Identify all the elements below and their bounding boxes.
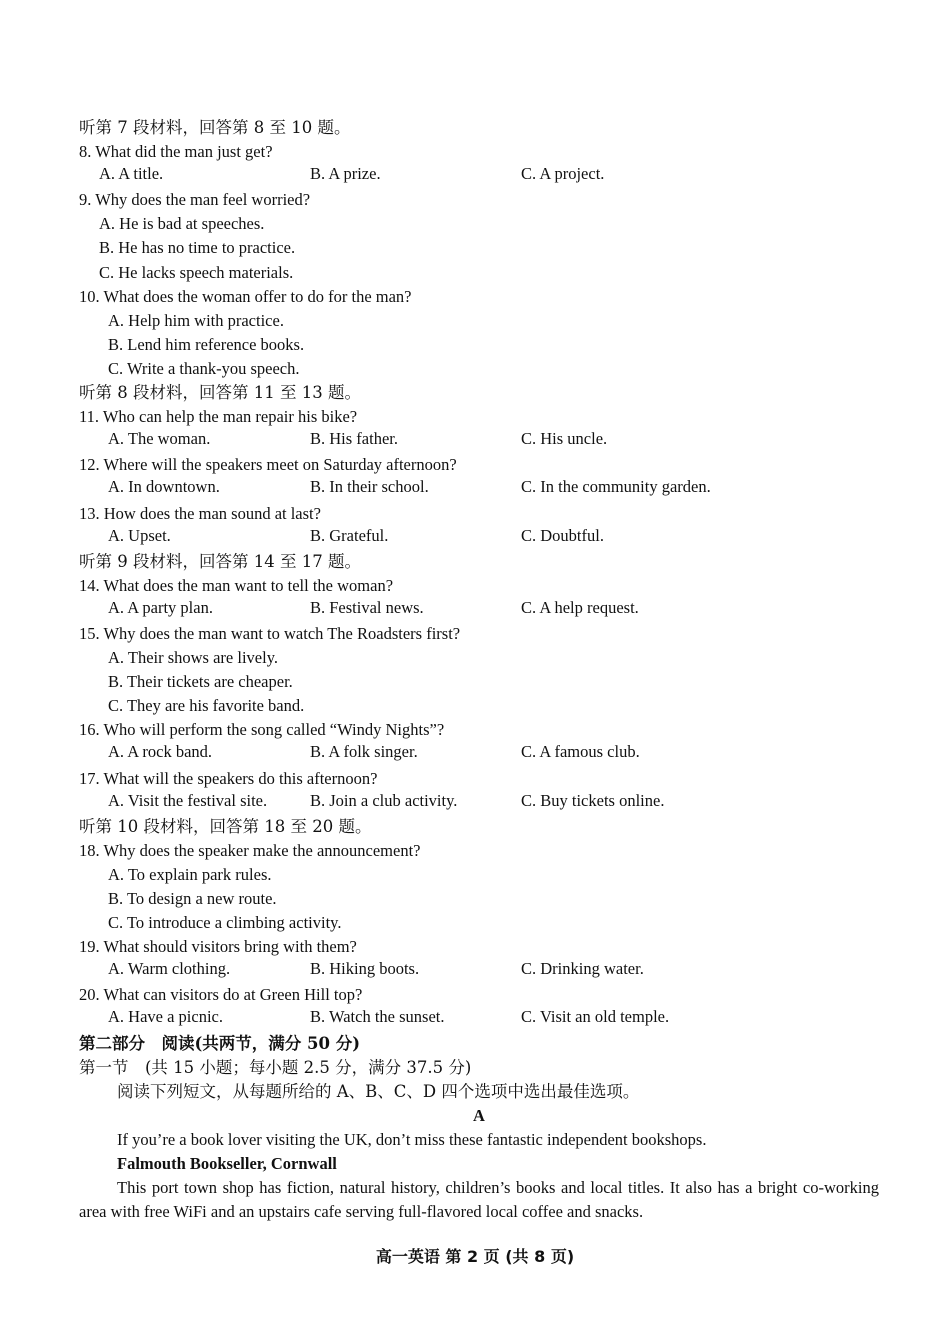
question-options — [79, 477, 879, 501]
option-c: C. He lacks speech materials. — [99, 262, 294, 282]
option-c: C. A help request. — [521, 597, 639, 617]
section-header: 听第 10 段材料，回答第 18 至 20 题。 — [79, 816, 372, 836]
option-c: C. Buy tickets online. — [521, 790, 665, 810]
option-b: B. In their school. — [310, 477, 429, 497]
option-b: B. Hiking boots. — [310, 959, 420, 979]
option-a: A. He is bad at speeches. — [99, 214, 265, 234]
question-options — [79, 742, 879, 766]
option-a: A. To explain park rules. — [108, 864, 272, 884]
option-b: B. A prize. — [310, 164, 381, 184]
option-b: B. Watch the sunset. — [310, 1007, 445, 1027]
question-stem: 18. Why does the speaker make the announcement? — [79, 840, 421, 860]
option-c: C. His uncle. — [521, 429, 608, 449]
option-a: A. Visit the festival site. — [108, 790, 268, 810]
option-c: C. A famous club. — [521, 742, 640, 762]
question-options — [79, 526, 879, 550]
option-c: C. Visit an old temple. — [521, 1007, 670, 1027]
option-c: C. Doubtful. — [521, 525, 604, 545]
option-a: A. Warm clothing. — [108, 959, 231, 979]
question-options — [79, 598, 879, 622]
option-b: B. Lend him reference books. — [108, 334, 305, 354]
question-stem: 15. Why does the man want to watch The Roadsters first? — [79, 623, 461, 643]
option-b: B. Festival news. — [310, 597, 424, 617]
question-stem: 16. Who will perform the song called “Windy Nights”? — [79, 720, 445, 740]
question-stem: 14. What does the man want to tell the woman? — [79, 575, 394, 595]
question-stem: 8. What did the man just get? — [79, 142, 273, 162]
option-b: B. Join a club activity. — [310, 790, 458, 810]
option-a: A. A party plan. — [108, 597, 213, 617]
shop-description: This port town shop has fiction, natural history, children’s books and local titles. It also has a bright co-working area with free WiFi and an upstairs cafe serving full-flavored local coffee and snacks. — [79, 1178, 879, 1222]
option-b: B. A folk singer. — [310, 742, 418, 762]
question-options — [79, 791, 879, 815]
option-a: A. A rock band. — [108, 742, 213, 762]
instructions: 阅读下列短文，从每题所给的 A、B、C、D 四个选项中选出最佳选项。 — [117, 1081, 640, 1101]
option-c: C. Write a thank-you speech. — [108, 358, 300, 378]
subsection-heading: 第一节 (共 15 小题；每小题 2.5 分，满分 37.5 分) — [79, 1057, 472, 1077]
question-stem: 9. Why does the man feel worried? — [79, 190, 311, 210]
option-a: A. A title. — [99, 164, 164, 184]
exam-page — [79, 116, 879, 1224]
option-c: C. Drinking water. — [521, 959, 644, 979]
question-options — [79, 164, 879, 188]
passage-letter: A — [473, 1105, 485, 1125]
option-a: A. Help him with practice. — [108, 310, 284, 330]
question-stem: 19. What should visitors bring with them? — [79, 937, 357, 957]
section-header: 听第 8 段材料，回答第 11 至 13 题。 — [79, 383, 361, 403]
option-c: C. They are his favorite band. — [108, 696, 305, 716]
question-options — [79, 429, 879, 453]
section-header: 听第 7 段材料，回答第 8 至 10 题。 — [79, 118, 351, 137]
passage-intro: If you’re a book lover visiting the UK, don’t miss these fantastic independent bookshops. — [117, 1129, 707, 1149]
option-c: C. To introduce a climbing activity. — [108, 913, 342, 933]
question-stem: 20. What can visitors do at Green Hill top? — [79, 985, 363, 1005]
question-options — [79, 1007, 879, 1031]
option-a: A. Have a picnic. — [108, 1007, 223, 1027]
option-a: A. Their shows are lively. — [108, 648, 279, 668]
option-a: A. The woman. — [108, 429, 211, 449]
option-b: B. Their tickets are cheaper. — [108, 672, 293, 692]
option-c: C. A project. — [521, 164, 605, 184]
question-stem: 10. What does the woman offer to do for the man? — [79, 286, 412, 306]
shop-title: Falmouth Bookseller, Cornwall — [117, 1154, 337, 1174]
option-b: B. Grateful. — [310, 525, 389, 545]
option-b: B. To design a new route. — [108, 889, 277, 908]
option-c: C. In the community garden. — [521, 477, 711, 497]
question-stem: 11. Who can help the man repair his bike? — [79, 407, 358, 427]
section-header: 听第 9 段材料，回答第 14 至 17 题。 — [79, 551, 361, 571]
question-options — [79, 959, 879, 983]
option-b: B. He has no time to practice. — [99, 238, 296, 258]
question-stem: 12. Where will the speakers meet on Saturday afternoon? — [79, 455, 457, 475]
question-stem: 13. How does the man sound at last? — [79, 503, 321, 523]
option-b: B. His father. — [310, 429, 398, 449]
option-a: A. In downtown. — [108, 477, 220, 497]
page-footer: 高一英语 第 2 页 (共 8 页) — [375, 1247, 575, 1266]
option-a: A. Upset. — [108, 525, 171, 545]
question-stem: 17. What will the speakers do this afternoon? — [79, 768, 378, 788]
part-heading: 第二部分 阅读(共两节，满分 50 分) — [79, 1033, 361, 1053]
